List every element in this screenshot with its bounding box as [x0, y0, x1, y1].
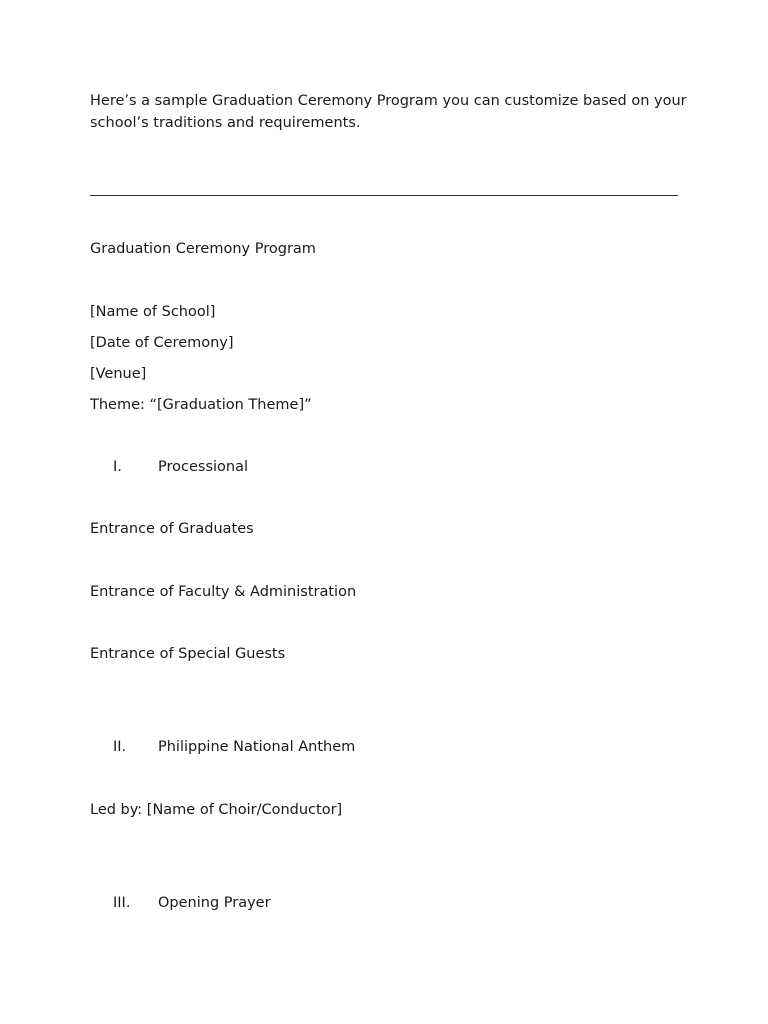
section-title: Philippine National Anthem: [158, 739, 356, 755]
intro-paragraph: Here’s a sample Graduation Ceremony Program you can customize based on your school’s traditions and requirements.: [90, 93, 687, 131]
ceremony-theme: Theme: “[Graduation Theme]”: [90, 397, 312, 413]
section-item: Entrance of Graduates: [90, 521, 254, 537]
section-item: Entrance of Special Guests: [90, 646, 286, 662]
section-numeral: I.: [113, 459, 122, 475]
section-numeral: II.: [113, 739, 127, 755]
section-item: Led by: [Name of Choir/Conductor]: [90, 802, 343, 818]
ceremony-venue: [Venue]: [90, 366, 147, 382]
section-numeral: III.: [113, 895, 131, 911]
horizontal-divider: [90, 195, 678, 196]
program-title: Graduation Ceremony Program: [90, 241, 316, 257]
section-title: Opening Prayer: [158, 895, 271, 911]
school-name: [Name of School]: [90, 304, 216, 320]
section-title: Processional: [158, 459, 249, 475]
section-item: Entrance of Faculty & Administration: [90, 584, 357, 600]
ceremony-date: [Date of Ceremony]: [90, 335, 234, 351]
